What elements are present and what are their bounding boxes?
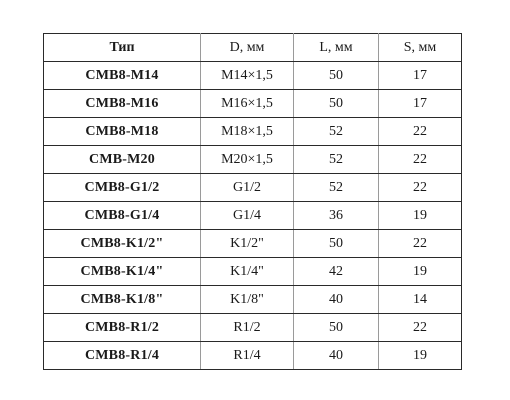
cell-wrench-size: 22: [379, 314, 462, 342]
table-row: [44, 314, 462, 342]
cell-wrench-size: 14: [379, 286, 462, 314]
table-row: [44, 90, 462, 118]
cell-wrench-size: 19: [379, 342, 462, 370]
cell-wrench-size: 22: [379, 174, 462, 202]
cell-diameter: M16×1,5: [201, 90, 294, 118]
cell-wrench-size: 17: [379, 62, 462, 90]
cell-wrench-size: 17: [379, 90, 462, 118]
table-row: [44, 258, 462, 286]
cell-wrench-size: 19: [379, 202, 462, 230]
cell-type: CMB8-M16: [44, 90, 201, 118]
header-row: [44, 34, 462, 62]
cell-length: 52: [294, 146, 379, 174]
cell-diameter: K1/2": [201, 230, 294, 258]
table-row: [44, 342, 462, 370]
specification-table: [43, 33, 462, 370]
cell-diameter: M14×1,5: [201, 62, 294, 90]
cell-type: CMB8-K1/2": [44, 230, 201, 258]
cell-type: CMB8-R1/2: [44, 314, 201, 342]
cell-diameter: M20×1,5: [201, 146, 294, 174]
cell-length: 36: [294, 202, 379, 230]
cell-length: 50: [294, 90, 379, 118]
table-row: [44, 202, 462, 230]
cell-length: 52: [294, 174, 379, 202]
table-row: [44, 286, 462, 314]
table-row: [44, 62, 462, 90]
cell-type: CMB8-M18: [44, 118, 201, 146]
header-diameter: D, мм: [201, 34, 294, 62]
table-row: [44, 230, 462, 258]
cell-diameter: R1/4: [201, 342, 294, 370]
cell-length: 40: [294, 342, 379, 370]
cell-diameter: G1/4: [201, 202, 294, 230]
cell-wrench-size: 19: [379, 258, 462, 286]
table-row: [44, 118, 462, 146]
cell-length: 50: [294, 314, 379, 342]
table-row: [44, 174, 462, 202]
cell-type: CMB8-G1/4: [44, 202, 201, 230]
cell-type: CMB8-R1/4: [44, 342, 201, 370]
cell-type: CMB8-K1/8": [44, 286, 201, 314]
cell-diameter: M18×1,5: [201, 118, 294, 146]
table-header: [44, 34, 462, 62]
cell-wrench-size: 22: [379, 118, 462, 146]
cell-length: 52: [294, 118, 379, 146]
cell-wrench-size: 22: [379, 230, 462, 258]
table-body: [44, 62, 462, 370]
cell-diameter: G1/2: [201, 174, 294, 202]
cell-length: 50: [294, 230, 379, 258]
cell-length: 42: [294, 258, 379, 286]
cell-diameter: K1/8": [201, 286, 294, 314]
cell-type: CMB8-M14: [44, 62, 201, 90]
table-row: [44, 146, 462, 174]
header-type: Тип: [44, 34, 201, 62]
cell-type: CMB-M20: [44, 146, 201, 174]
header-length: L, мм: [294, 34, 379, 62]
cell-diameter: K1/4": [201, 258, 294, 286]
cell-type: CMB8-K1/4": [44, 258, 201, 286]
cell-diameter: R1/2: [201, 314, 294, 342]
cell-length: 40: [294, 286, 379, 314]
header-wrench-size: S, мм: [379, 34, 462, 62]
cell-wrench-size: 22: [379, 146, 462, 174]
cell-length: 50: [294, 62, 379, 90]
cell-type: CMB8-G1/2: [44, 174, 201, 202]
